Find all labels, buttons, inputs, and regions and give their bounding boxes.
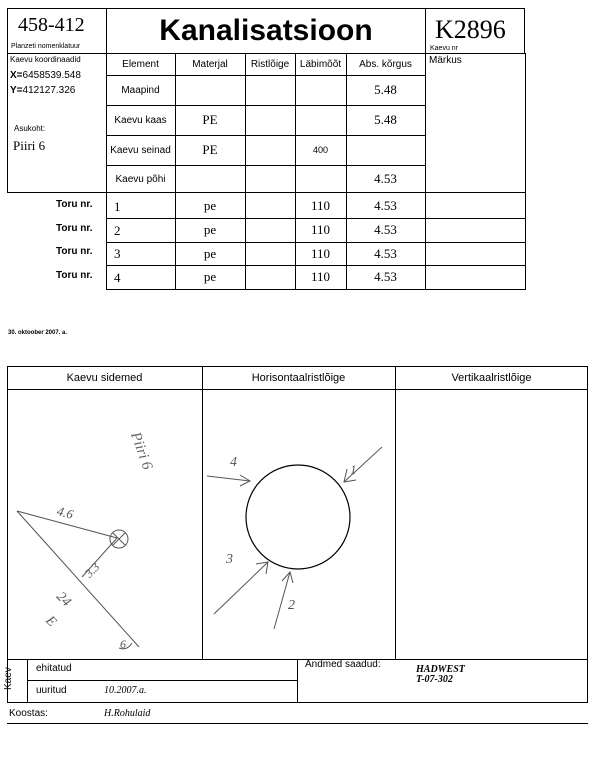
pipe-arrow-label-3: 3	[226, 552, 233, 567]
pipe-diameter: 110	[310, 222, 331, 237]
col-header-material: Materjal	[192, 58, 228, 70]
row-height: 4.53	[374, 171, 397, 186]
pipe-number: 4	[114, 270, 121, 285]
compiled-value: H.Rohulaid	[104, 708, 151, 719]
coordinate-panel	[7, 53, 107, 193]
well-ties-sketch	[7, 389, 202, 660]
page-title: Kanalisatsioon	[159, 14, 373, 47]
col-header-cross-section: Ristlõige	[250, 58, 290, 70]
sketch-street-label: Piiri 6	[126, 430, 156, 472]
pipe-label: Toru nr.	[56, 199, 93, 210]
drawing-col-well-ties: Kaevu sidemed	[66, 371, 143, 384]
row-element: Kaevu seinad	[110, 144, 171, 156]
nomenclature-box	[7, 8, 107, 54]
col-header-element: Element	[122, 58, 159, 70]
pipe-height: 4.53	[374, 222, 397, 237]
data-from-value-1: HADWEST	[416, 664, 465, 675]
sketch-distance-1: 4.6	[55, 503, 76, 522]
location-value: Piiri 6	[13, 138, 46, 153]
footer-side-label: Kaev	[3, 667, 14, 690]
pipe-arrow-label-2: 2	[288, 598, 295, 613]
pipe-number: 1	[114, 199, 121, 214]
pipe-material: pe	[203, 269, 217, 284]
pipe-arrow-label-1: 1	[350, 462, 357, 477]
data-from-label: Andmed saadud:	[305, 659, 381, 670]
pipe-material: pe	[203, 245, 217, 261]
coords-label: Kaevu koordinaadid	[10, 55, 81, 64]
drawing-col-vertical-section: Vertikaalristlõige	[451, 371, 532, 384]
well-number: K2896	[435, 15, 506, 44]
document-date: 30. oktoober 2007. a.	[8, 330, 68, 336]
surveyed-label: uuritud	[36, 685, 67, 696]
row-element: Maapind	[121, 84, 160, 96]
col-header-abs-height: Abs. kõrgus	[359, 58, 412, 70]
sketch-label-e: E	[42, 613, 59, 630]
horizontal-section-sketch	[202, 389, 395, 660]
nomenclature-label: Planzeti nomenklatuur	[11, 43, 81, 50]
row-height: 5.48	[374, 82, 397, 97]
pipe-diameter: 110	[310, 198, 331, 213]
row-material: PE	[202, 142, 218, 157]
row-diameter: 400	[312, 145, 329, 155]
row-material: PE	[202, 112, 218, 127]
pipe-label: Toru nr.	[56, 223, 93, 234]
row-element: Kaevu kaas	[114, 114, 167, 126]
coord-y	[10, 85, 75, 96]
well-number-box	[425, 8, 525, 54]
sketch-label-six: 6	[120, 637, 126, 651]
built-label: ehitatud	[36, 663, 72, 674]
pipe-material: pe	[203, 222, 217, 237]
pipe-label: Toru nr.	[56, 270, 93, 281]
drawing-col-horizontal-section: Horisontaalristlõige	[251, 371, 346, 384]
pipe-diameter: 110	[310, 269, 331, 284]
sketch-distance-2: 3.3	[81, 559, 103, 581]
surveyed-value: 10.2007.a.	[104, 685, 147, 696]
data-from-value-2: T-07-302	[416, 674, 453, 685]
coord-x-label: X=	[10, 70, 23, 81]
coord-x-value: 6458539.548	[22, 70, 81, 81]
pipe-height: 4.53	[374, 269, 397, 284]
pipe-number: 2	[114, 223, 121, 238]
well-number-label: Kaevu nr	[430, 45, 459, 52]
coord-y-value: 412127.326	[22, 85, 76, 96]
pipe-arrow-label-4: 4	[230, 455, 237, 470]
pipe-height: 4.53	[374, 245, 397, 261]
row-height: 5.48	[374, 112, 397, 127]
location-label: Asukoht:	[14, 124, 46, 133]
title-box	[106, 8, 426, 54]
pipe-number: 3	[114, 246, 121, 261]
pipe-height: 4.53	[374, 198, 397, 213]
pipe-diameter: 110	[310, 245, 331, 261]
remarks-label: Märkus	[429, 55, 462, 66]
coord-y-label: Y=	[10, 85, 23, 96]
compiled-label: Koostas:	[9, 708, 48, 719]
coord-x	[10, 70, 81, 81]
row-element: Kaevu põhi	[115, 173, 166, 185]
col-header-diameter: Läbimõõt	[299, 58, 342, 70]
pipe-label: Toru nr.	[56, 246, 93, 257]
nomenclature-number: 458-412	[18, 14, 85, 36]
sketch-distance-3: 24	[53, 589, 74, 610]
pipe-material: pe	[203, 198, 217, 213]
